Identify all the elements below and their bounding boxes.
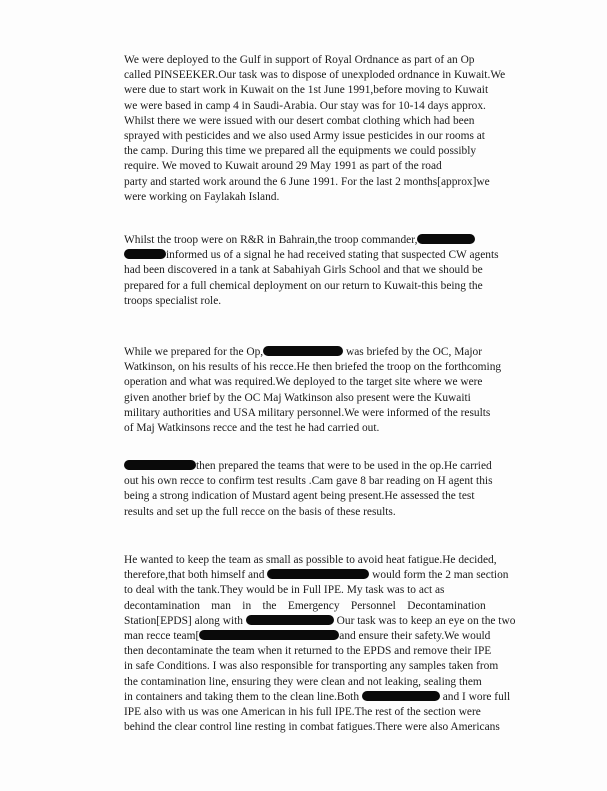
paragraph-2: [124, 233, 562, 309]
redaction-bar: [124, 460, 196, 470]
text-fragment: and ensure their safety.We would: [339, 630, 491, 643]
text-line: given another brief by the OC Maj Watkinson also present were the Kuwaiti: [124, 391, 471, 404]
text-line: [124, 614, 562, 629]
redaction-bar: [263, 346, 343, 356]
text-line: of Maj Watkinsons recce and the test he had carried out.: [124, 422, 380, 435]
text-line: [124, 690, 562, 705]
text-line: to deal with the tank.They would be in Full IPE. My task was to act as: [124, 584, 445, 597]
text-line: troops specialist role.: [124, 294, 222, 307]
text-line: being a strong indication of Mustard agent being present.He assessed the test: [124, 490, 475, 503]
text-fragment: and I wore full: [439, 690, 511, 703]
text-line: sprayed with pesticides and we also used Army issue pesticides in our rooms at: [124, 130, 485, 143]
text-fragment: was briefed by the OC, Major: [343, 346, 483, 358]
text-fragment: man recce team[: [124, 630, 200, 643]
text-line: behind the clear control line resting in combat fatigues.There were also Americans: [124, 721, 500, 734]
text-line: in safe Conditions. I was also responsible for transporting any samples taken from: [124, 660, 499, 673]
text-line: out his own recce to confirm test results .Cam gave 8 bar reading on H agent this: [124, 475, 493, 488]
text-line: the camp. During this time we prepared all the equipments we could possibly: [124, 145, 477, 158]
text-line: prepared for a full chemical deployment on our return to Kuwait-this being the: [124, 279, 483, 292]
redaction-bar: [417, 234, 475, 244]
text-fragment: would form the 2 man section: [369, 569, 509, 582]
text-line: were due to start work in Kuwait on the 1st June 1991,before moving to Kuwait: [124, 84, 489, 97]
text-line: were working on Faylakah Island.: [124, 190, 280, 203]
paragraph-3: [124, 345, 562, 436]
redaction-bar: [199, 630, 339, 640]
redaction-bar: [124, 249, 166, 259]
text-line: military authorities and USA military personnel.We were informed of the results: [124, 406, 491, 419]
text-line: IPE also with us was one American in his full IPE.The rest of the section were: [124, 706, 481, 719]
text-line: Whilst there we were issued with our desert combat clothing which had been: [124, 114, 475, 127]
text-fragment: then prepared the teams that were to be used in the op.He carried: [196, 460, 492, 472]
text-line: He wanted to keep the team as small as possible to avoid heat fatigue.He decided,: [124, 554, 497, 566]
text-line: require. We moved to Kuwait around 29 May 1991 as part of the road: [124, 160, 442, 173]
redaction-bar: [362, 691, 440, 701]
text-line: Watkinson, on his results of his recce.He then briefed the troop on the forthcoming: [124, 361, 502, 374]
text-fragment: in containers and taking them to the clean line.Both: [124, 690, 360, 703]
text-line: operation and what was required.We deployed to the target site where we were: [124, 376, 483, 389]
text-fragment: informed us of a signal he had received stating that suspected CW agents: [166, 249, 499, 262]
text-fragment: therefore,that both himself and: [124, 569, 265, 582]
paragraph-5: [124, 553, 562, 735]
text-line: [124, 568, 562, 583]
paragraph-4: [124, 459, 562, 520]
text-line: decontamination man in the Emergency Personnel Decontamination: [124, 599, 486, 612]
text-line: [124, 629, 562, 644]
redaction-bar: [267, 569, 369, 579]
text-fragment: Station[EPDS] along with: [124, 614, 243, 627]
text-line: then decontaminate the team when it returned to the EPDS and remove their IPE: [124, 645, 492, 658]
text-line: [124, 459, 562, 474]
text-line: we were based in camp 4 in Saudi-Arabia. Our stay was for 10-14 days approx.: [124, 99, 486, 112]
redaction-bar: [246, 615, 334, 625]
text-line: the contamination line, ensuring they were clean and not leaking, sealing them: [124, 675, 482, 688]
text-fragment: While we prepared for the Op,: [124, 346, 264, 358]
text-fragment: Our task was to keep an eye on the two: [333, 614, 516, 627]
text-line: We were deployed to the Gulf in support of Royal Ordnance as part of an Op: [124, 54, 475, 66]
text-line: [124, 345, 562, 360]
text-line: had been discovered in a tank at Sabahiyah Girls School and that we should be: [124, 264, 483, 277]
text-line: results and set up the full recce on the basis of these results.: [124, 505, 396, 518]
text-line: called PINSEEKER.Our task was to dispose of unexploded ordnance in Kuwait.We: [124, 69, 506, 82]
text-line: [124, 248, 562, 263]
paragraph-1: [124, 53, 562, 205]
text-line: [124, 233, 562, 248]
text-fragment: Whilst the troop were on R&R in Bahrain,the troop commander,: [124, 234, 418, 246]
text-line: party and started work around the 6 June 1991. For the last 2 months[approx]we: [124, 175, 490, 188]
